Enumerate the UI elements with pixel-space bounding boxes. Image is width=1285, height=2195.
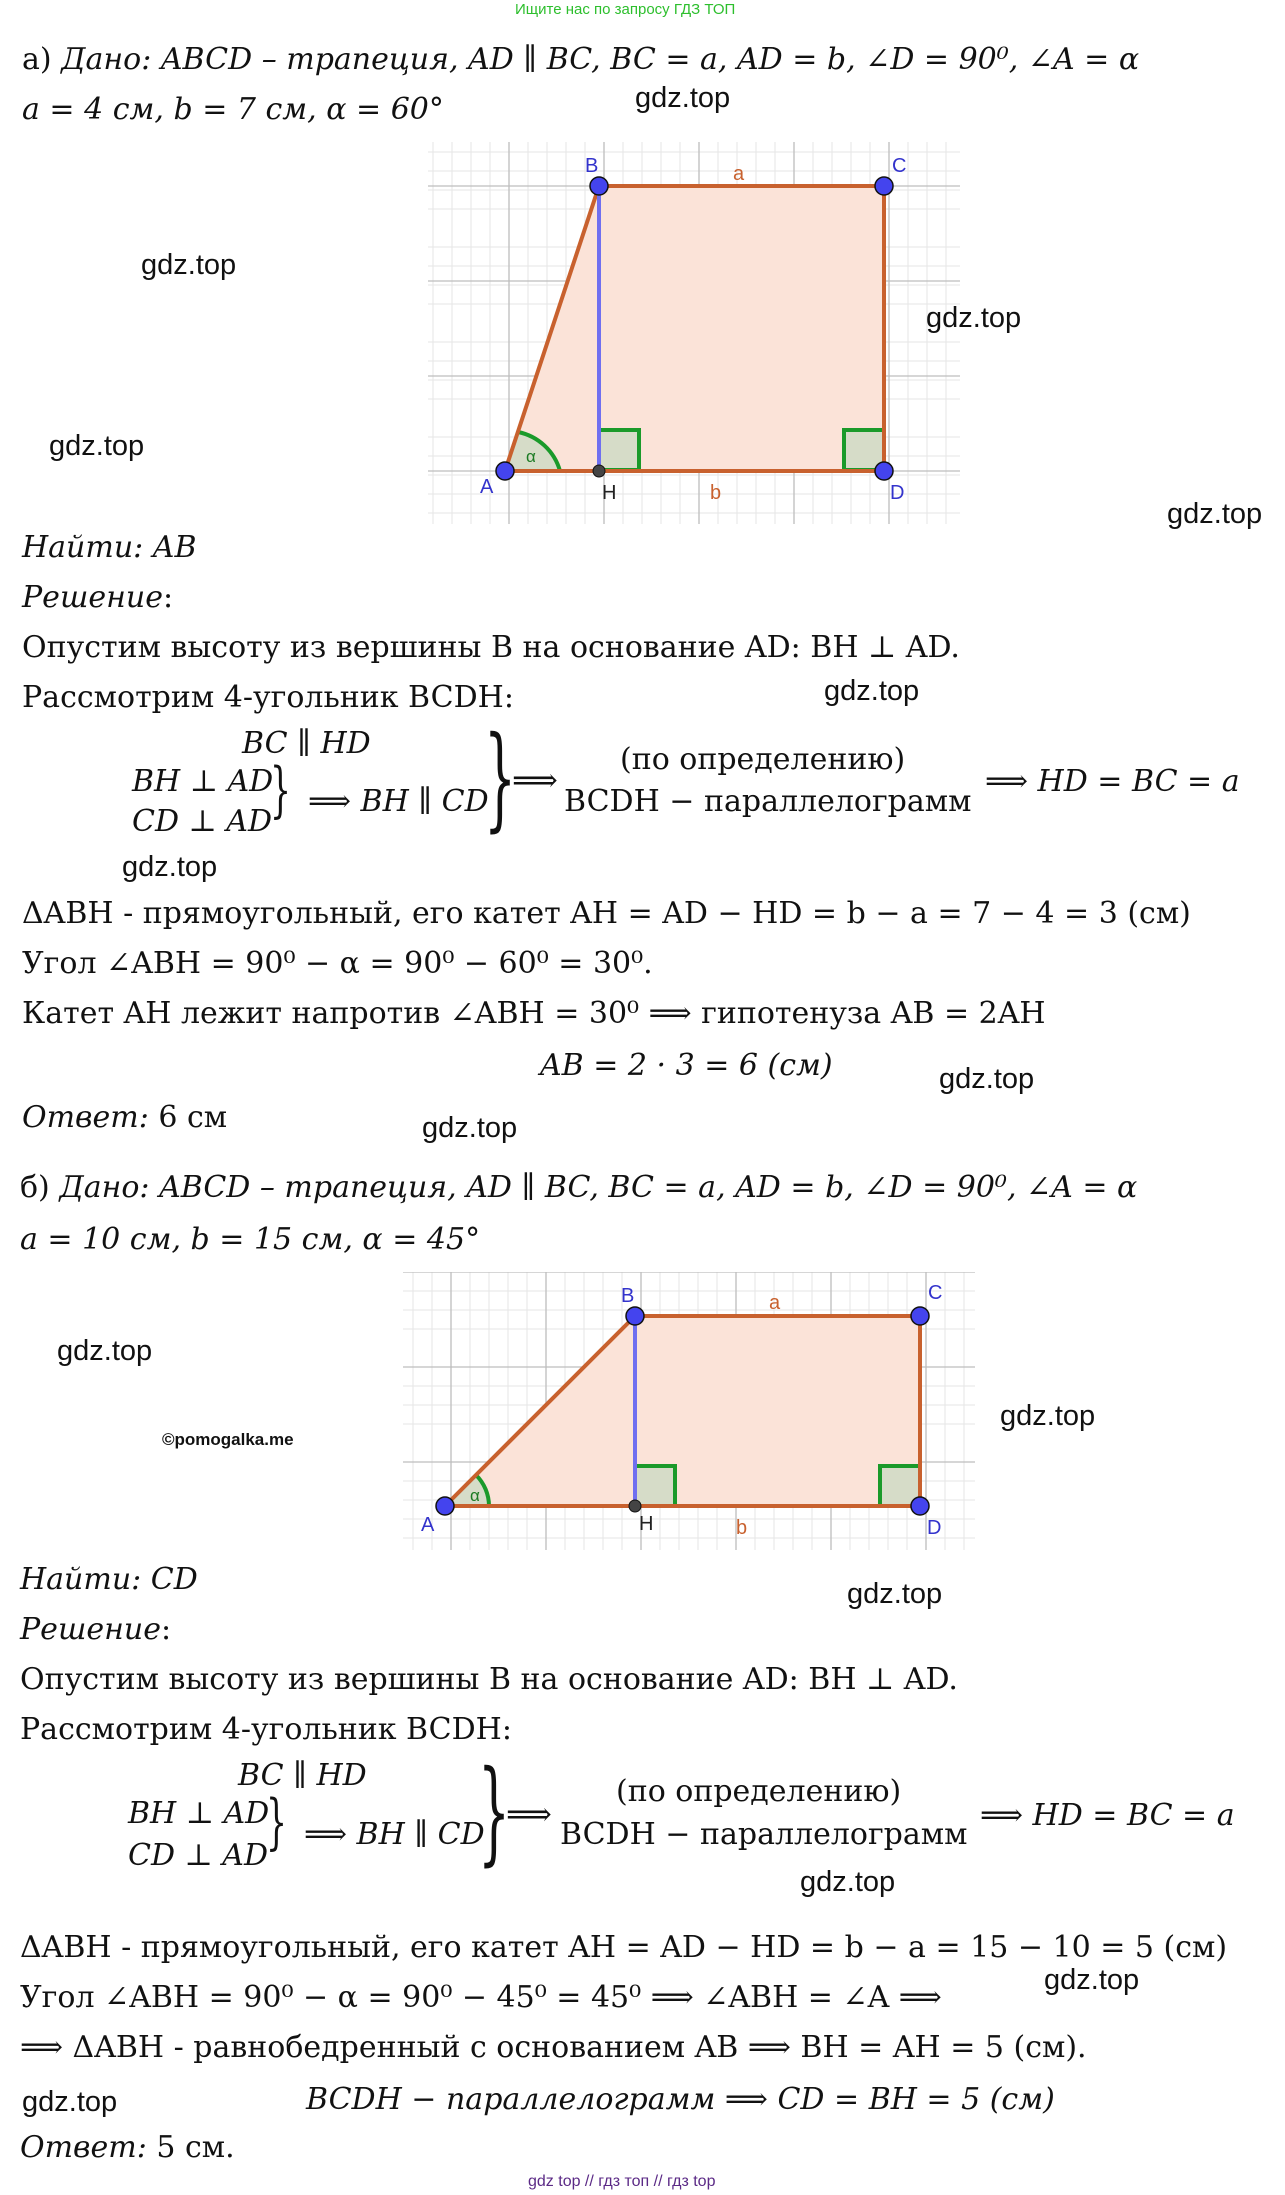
part-b-line4: Угол ∠ABH = 90⁰ − α = 90⁰ − 45⁰ = 45⁰ ⟹ ∠ABH = ∠A ⟹: [20, 1980, 942, 2015]
part-b-label-a: A: [421, 1514, 435, 1536]
part-b-right-angle-h: [635, 1466, 675, 1506]
part-b-prefix: б): [20, 1170, 50, 1205]
part-a-sys-by-def: (по определению): [620, 742, 906, 777]
part-a-line1: Опустим высоту из вершины B на основание AD: BH ⊥ AD.: [22, 630, 960, 665]
part-a-answer: [22, 1100, 227, 1136]
watermark: gdz.top: [847, 1578, 943, 1610]
part-a-label-c: C: [892, 155, 907, 177]
part-b-find-label: Найти: [20, 1562, 132, 1597]
part-a-line6: AB = 2 · 3 = 6 (см): [540, 1048, 833, 1083]
part-a-figure: [428, 142, 960, 524]
part-a-find-label: Найти: [22, 530, 134, 565]
watermark: gdz.top: [49, 430, 145, 462]
watermark: gdz.top: [635, 82, 731, 114]
part-b-point-h: [629, 1500, 641, 1512]
part-a-brace-large: }: [484, 713, 517, 843]
part-b-answer-label: Ответ:: [20, 2130, 147, 2165]
part-b-line6: BCDH − параллелограмм ⟹ CD = BH = 5 (см): [306, 2082, 1055, 2117]
part-b-line1: Опустим высоту из вершины B на основание AD: BH ⊥ AD.: [20, 1662, 958, 1697]
part-b-trapezoid-fill: [445, 1316, 920, 1506]
watermark: gdz.top: [1000, 1400, 1096, 1432]
part-b-solution-label: Решение: [20, 1612, 161, 1647]
part-a-label-side-a: a: [733, 163, 745, 185]
watermark: gdz.top: [800, 1866, 896, 1898]
part-b-label-c: C: [928, 1282, 943, 1304]
part-b-point-b: [626, 1307, 644, 1325]
part-b-line3: ΔABH - прямоугольный, его катет AH = AD − HD = b − a = 15 − 10 = 5 (см): [20, 1930, 1228, 1965]
part-b-sys-by-def: (по определению): [616, 1774, 902, 1809]
part-b-answer-text: 5 см.: [146, 2130, 235, 2165]
part-a-point-d: [875, 462, 893, 480]
part-a-sys-cd-ad: CD ⊥ AD: [132, 804, 273, 839]
part-a-sys-parallelogram: BCDH − параллелограмм: [564, 784, 972, 819]
part-a-label-side-b: b: [710, 482, 722, 504]
part-a-sys-arrow: ⟹ BH ∥ CD: [308, 784, 489, 819]
part-b-label-h: H: [639, 1513, 654, 1535]
watermark: gdz.top: [824, 675, 920, 707]
part-a-answer-text: 6 см: [148, 1100, 228, 1135]
part-b-brace-large: }: [478, 1747, 511, 1877]
part-b-given-line: [20, 1170, 1137, 1206]
part-a-sys-result: ⟹ HD = BC = a: [985, 764, 1240, 799]
part-a-solution: Решение:: [22, 580, 174, 615]
part-b-point-d: [911, 1497, 929, 1515]
part-b-label-alpha: α: [470, 1486, 480, 1505]
part-b-label-side-b: b: [736, 1517, 748, 1539]
part-b-point-c: [911, 1307, 929, 1325]
part-b-sys-arrow: ⟹ BH ∥ CD: [304, 1817, 485, 1852]
part-a-point-h: [593, 465, 605, 477]
part-a-find-text: : AB: [133, 530, 197, 565]
part-b-values: a = 10 см, b = 15 см, α = 45°: [20, 1222, 481, 1257]
part-a-trapezoid-fill: [505, 186, 884, 471]
part-b-given-text: : ABCD – трапеция, AD ∥ BC, BC = a, AD = b, ∠D = 90⁰, ∠A = α: [139, 1170, 1138, 1205]
watermark: gdz.top: [122, 851, 218, 883]
watermark: gdz.top: [926, 302, 1022, 334]
watermark: gdz.top: [422, 1112, 518, 1144]
part-a-given-text: : ABCD – трапеция, AD ∥ BC, BC = a, AD = b, ∠D = 90⁰, ∠A = α: [141, 42, 1140, 77]
part-a-line4: Угол ∠ABH = 90⁰ − α = 90⁰ − 60⁰ = 30⁰.: [22, 946, 653, 981]
part-b-sys-bc-hd: BC ∥ HD: [238, 1758, 367, 1793]
part-b-line2: Рассмотрим 4-угольник BCDH:: [20, 1712, 512, 1747]
part-b-find: [20, 1562, 198, 1598]
top-banner: Ищите нас по запросу ГДЗ ТОП: [515, 1, 736, 18]
part-b-sys-double-arrow: ⟹: [506, 1795, 552, 1833]
part-a-brace-small: }: [270, 755, 292, 825]
part-b-line5: ⟹ ΔABH - равнобедренный с основанием AB ⟹ BH = AH = 5 (см).: [20, 2030, 1087, 2065]
watermark: gdz.top: [22, 2086, 118, 2118]
part-a-sys-bc-hd: BC ∥ HD: [242, 726, 371, 761]
part-a-right-angle-h: [599, 430, 639, 470]
part-b-solution: Решение:: [20, 1612, 172, 1647]
part-b-answer: [20, 2130, 235, 2166]
part-a-values: a = 4 см, b = 7 см, α = 60°: [22, 92, 444, 127]
part-b-given-label: Дано: [59, 1170, 140, 1205]
part-b-label-b: B: [621, 1285, 635, 1307]
part-a-sys-double-arrow: ⟹: [512, 761, 558, 799]
part-a-solution-label: Решение: [22, 580, 163, 615]
part-b-brace-small: }: [266, 1787, 288, 1857]
part-b-sys-bh-ad: BH ⊥ AD: [128, 1796, 270, 1831]
part-a-point-a: [496, 462, 514, 480]
part-a-find: [22, 530, 197, 566]
part-b-figure: [403, 1272, 975, 1550]
part-a-label-d: D: [890, 482, 905, 504]
watermark: gdz.top: [1167, 498, 1263, 530]
part-a-label-a: A: [480, 476, 494, 498]
part-a-given-label: Дано: [61, 42, 142, 77]
part-a-line2: Рассмотрим 4-угольник BCDH:: [22, 680, 514, 715]
part-b-point-a: [436, 1497, 454, 1515]
part-b-sys-parallelogram: BCDH − параллелограмм: [560, 1817, 968, 1852]
part-a-line3: ΔABH - прямоугольный, его катет AH = AD − HD = b − a = 7 − 4 = 3 (см): [22, 896, 1191, 931]
part-a-line5: Катет AH лежит напротив ∠ABH = 30⁰ ⟹ гипотенуза AB = 2AH: [22, 996, 1046, 1031]
part-a-given-line: [22, 42, 1139, 78]
footer-links[interactable]: gdz top // гдз топ // гдз top: [528, 2173, 716, 2190]
part-a-point-c: [875, 177, 893, 195]
part-b-sys-cd-ad: CD ⊥ AD: [128, 1838, 269, 1873]
part-a-answer-label: Ответ:: [22, 1100, 149, 1135]
part-a-label-alpha: α: [526, 447, 536, 466]
watermark: gdz.top: [141, 249, 237, 281]
part-b-sys-result: ⟹ HD = BC = a: [980, 1798, 1235, 1833]
part-b-label-d: D: [927, 1517, 942, 1539]
part-a-label-h: H: [602, 482, 617, 504]
part-b-label-side-a: a: [769, 1292, 781, 1314]
watermark: gdz.top: [939, 1063, 1035, 1095]
part-a-prefix: а): [22, 42, 52, 77]
part-b-find-text: : CD: [131, 1562, 198, 1597]
watermark: gdz.top: [57, 1335, 153, 1367]
watermark: gdz.top: [1044, 1964, 1140, 1996]
part-a-label-b: B: [585, 155, 599, 177]
part-a-point-b: [590, 177, 608, 195]
part-a-sys-bh-ad: BH ⊥ AD: [132, 764, 274, 799]
copyright-watermark: ©pomogalka.me: [162, 1430, 294, 1449]
